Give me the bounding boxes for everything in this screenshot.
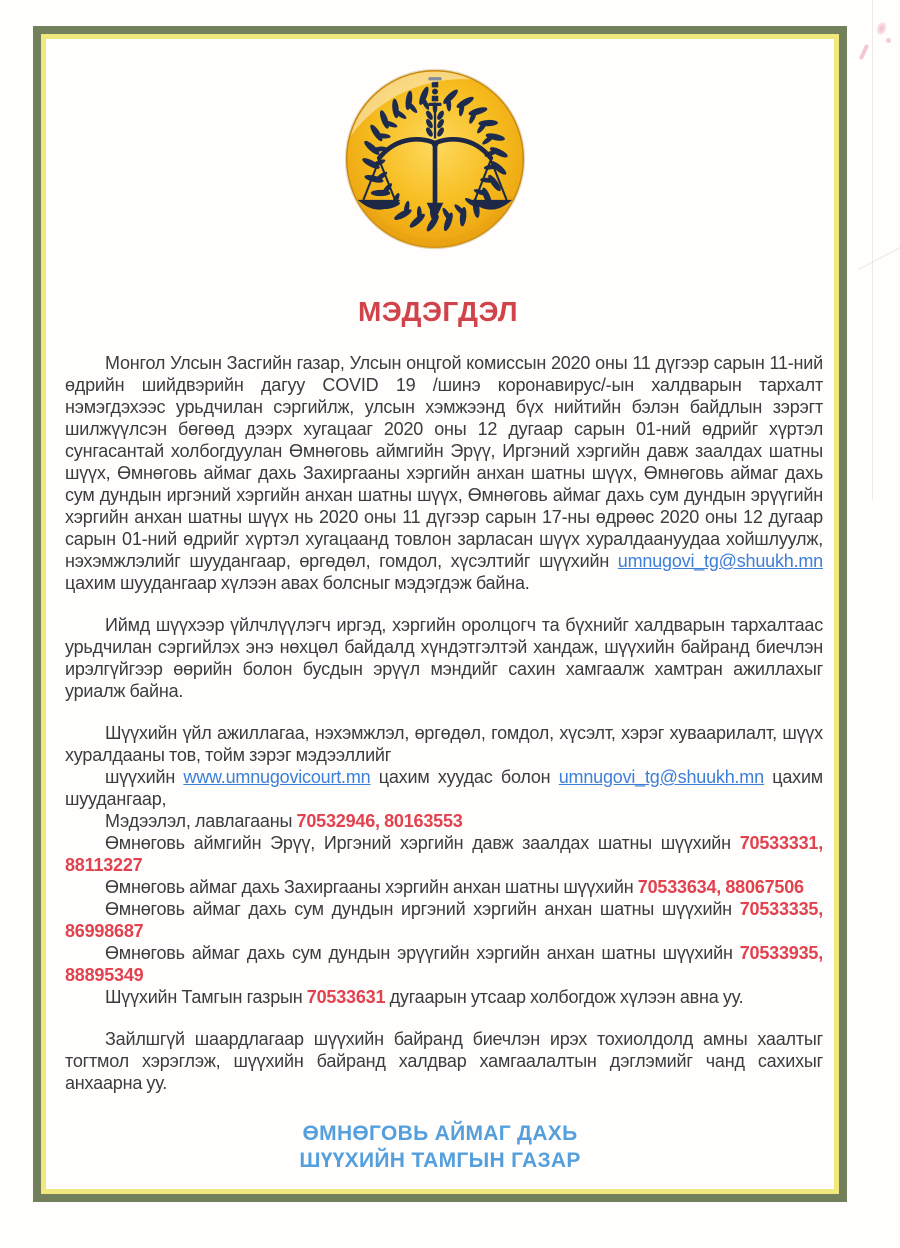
- body-text: шүүхийн: [105, 767, 184, 787]
- document-body: [65, 352, 823, 1094]
- paragraph: [65, 352, 823, 594]
- body-text: цахим хуудас болон: [370, 767, 559, 787]
- notice-title: МЭДЭГДЭЛ: [357, 296, 519, 327]
- phone-info: 70532946, 80163553: [296, 811, 463, 831]
- body-text: Иймд шүүхээр үйлчлүүлэгч иргэд, хэргийн оролцогч та бүхнийг халдварын тархалтаас урьдчилан сэргийлэх энэ нөхцөл байдалд хүндэтгэлтэй хандаж, шүүхийн байранд биечлэн ирэлгүйгээр өөрийн болон бусдын эрүүл мэндийг сахин хамгаалж хамтран ажиллахыг уриалж байна.: [65, 615, 823, 701]
- email-link-2[interactable]: umnugovi_tg@shuukh.mn: [558, 767, 764, 787]
- body-text: Өмнөговь аймаг дахь сум дундын иргэний хэргийн анхан шатны шүүхийн: [105, 899, 740, 919]
- paragraph: [65, 986, 823, 1008]
- scan-crease-line: [858, 241, 900, 270]
- scan-pink-smudge: [875, 21, 888, 36]
- body-text: Зайлшгүй шаардлагаар шүүхийн байранд биечлэн ирэх тохиолдолд амны хаалтыг тогтмол хэрэглэж, шүүхийн байранд халдвар хамгаалалтын дэглэмийг чанд сахихыг анхаарна уу.: [65, 1029, 823, 1093]
- scan-pink-smudge: [886, 38, 891, 43]
- body-text: Шүүхийн Тамгын газрын: [105, 987, 307, 1007]
- scan-crease-line: [872, 0, 873, 500]
- paragraph: [65, 766, 823, 810]
- phone-registry-office: 70533631: [306, 987, 386, 1007]
- body-text: Шүүхийн үйл ажиллагаа, нэхэмжлэл, өргөдөл, гомдол, хүсэлт, хэрэг хуваарилалт, шүүх хуралдааны тов, тойм зэрэг мэдээллийг: [65, 723, 823, 765]
- body-text: Өмнөговь аймаг дахь Захиргааны хэргийн анхан шатны шүүхийн: [105, 877, 638, 897]
- website-link[interactable]: www.umnugovicourt.mn: [183, 767, 371, 787]
- document-content: [51, 44, 829, 1184]
- court-emblem: [342, 66, 528, 252]
- paragraph: [65, 810, 823, 832]
- phone-criminal-court: 70533935, 88895349: [65, 943, 823, 985]
- body-text: цахим шуудангаар,: [65, 767, 823, 809]
- signature-line-2: ШҮҮХИЙН ТАМГЫН ГАЗАР: [299, 1149, 581, 1172]
- paragraph: [65, 898, 823, 942]
- signature-line-1: ӨМНӨГОВЬ АЙМАГ ДАХЬ: [302, 1122, 578, 1145]
- body-text: цахим шуудангаар хүлээн авах болсныг мэдэгдэж байна.: [65, 573, 530, 593]
- phone-civil-court: 70533335, 86998687: [65, 899, 823, 941]
- paragraph: [65, 876, 823, 898]
- paragraph: [65, 614, 823, 702]
- phone-appellate-court: 70533331, 88113227: [65, 833, 823, 875]
- email-link-1[interactable]: umnugovi_tg@shuukh.mn: [617, 551, 823, 571]
- phone-administrative-court: 70533634, 88067506: [637, 877, 804, 897]
- body-text: Монгол Улсын Засгийн газар, Улсын онцгой комиссын 2020 оны 11 дүгээр сарын 11-ний өдрийн шийдвэрийн дагуу COVID 19 /шинэ коронавирус/-ын халдварын тархалт нэмэгдэхээс урьдчилан сэргийлж, улсын хэмжээнд бүх нийтийн бэлэн байдлын зэрэгт шилжүүлсэн бөгөөд дээрх хугацааг 2020 оны 12 дугаар сарын 01-ний өдрийг хүртэл сунгасантай холбогдуулан Өмнөговь аймгийн Эрүү, Иргэний хэргийн давж заалдах шатны шүүх, Өмнөговь аймаг дахь Захиргааны хэргийн анхан шатны шүүх, Өмнөговь аймаг дахь сум дундын иргэний хэргийн анхан шатны шүүх, Өмнөговь аймаг дахь сум дундын эрүүгийн хэргийн анхан шатны шүүх нь 2020 оны 11 дүгээр сарын 17-ны өдрөөс 2020 оны 12 дугаар сарын 01-ний өдрийг хүртэл хугацаанд товлон зарласан шүүх хуралдаануудаа хойшлуулж, нэхэмжлэлийг шуудангаар, өргөдөл, гомдол, хүсэлтийг шүүхийн: [65, 353, 823, 571]
- body-text: Өмнөговь аймаг дахь сум дундын эрүүгийн хэргийн анхан шатны шүүхийн: [105, 943, 740, 963]
- body-text: Өмнөговь аймгийн Эрүү, Иргэний хэргийн давж заалдах шатны шүүхийн: [105, 833, 740, 853]
- paragraph: [65, 1028, 823, 1094]
- paragraph: [65, 722, 823, 766]
- document-frame: [33, 26, 847, 1202]
- body-text: дугаарын утсаар холбогдож хүлээн авна уу.: [385, 987, 744, 1007]
- scan-pink-smudge: [859, 44, 869, 60]
- signature-block: [61, 1120, 819, 1174]
- body-text: Мэдээлэл, лавлагааны: [105, 811, 297, 831]
- paragraph: [65, 832, 823, 876]
- paragraph: [65, 942, 823, 986]
